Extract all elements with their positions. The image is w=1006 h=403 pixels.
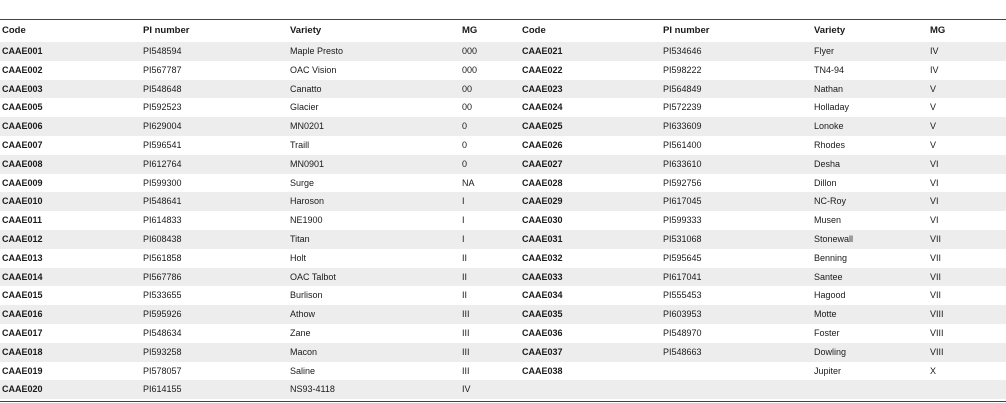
cell-mg-left: I <box>460 230 520 249</box>
cell-code-left: CAAE005 <box>2 102 43 113</box>
cell-mg-right: VIII <box>928 305 1006 324</box>
cell-variety-left: Saline <box>290 365 316 376</box>
cell-mg-right: IV <box>930 64 939 75</box>
cell-variety-right: Hagood <box>814 290 846 301</box>
cell-variety-left: MN0201 <box>288 117 460 136</box>
table-body <box>0 42 1006 399</box>
cell-variety-left: Holt <box>290 252 307 263</box>
cell-variety-left: Zane <box>290 327 311 338</box>
table-row <box>0 249 1006 268</box>
cell-variety-right: Motte <box>812 305 928 324</box>
cell-variety-left: Macon <box>288 343 460 362</box>
cell-code-right: CAAE037 <box>520 343 661 362</box>
cell-pi-number-right: PI534646 <box>661 42 812 61</box>
cell-mg-left: II <box>462 252 468 263</box>
table-row <box>0 343 1006 362</box>
table-row <box>0 230 1006 249</box>
cell-mg-left: 00 <box>462 102 473 113</box>
cell-mg-right: VIII <box>930 327 944 338</box>
cell-code-right: CAAE038 <box>522 365 563 376</box>
cell-pi-number-left: PI567787 <box>143 64 182 75</box>
cell-mg-left: II <box>462 290 468 301</box>
cell-mg-right: V <box>930 139 937 150</box>
cell-pi-number-left: PI612764 <box>141 155 288 174</box>
cell-pi-number-right: PI633610 <box>661 155 812 174</box>
cell-variety-right: Foster <box>814 327 840 338</box>
header-mg-left: MG <box>462 25 478 36</box>
cell-variety-left: Surge <box>290 177 315 188</box>
cell-pi-number-right: PI548663 <box>661 343 812 362</box>
cell-pi-number-left: PI533655 <box>143 290 182 301</box>
cell-code-right: CAAE029 <box>520 192 661 211</box>
cell-code-left: CAAE009 <box>2 177 43 188</box>
cell-variety-left: Athow <box>288 305 460 324</box>
cell-code-right: CAAE023 <box>520 80 661 99</box>
cell-mg-left: NA <box>462 177 475 188</box>
cell-variety-right: Lonoke <box>812 117 928 136</box>
header-variety-left: Variety <box>290 25 322 36</box>
cell-variety-right: Jupiter <box>814 365 842 376</box>
table-row <box>0 268 1006 287</box>
cell-code-right: CAAE031 <box>520 230 661 249</box>
cell-mg-right: VII <box>928 268 1006 287</box>
cell-pi-number-right: PI599333 <box>663 215 702 226</box>
cell-variety-right: Holladay <box>814 102 850 113</box>
cell-variety-left: Burlison <box>290 290 323 301</box>
cell-pi-number-right: PI598222 <box>663 64 702 75</box>
table-row <box>0 117 1006 136</box>
cell-mg-right: VII <box>928 230 1006 249</box>
cell-mg-left: III <box>462 365 470 376</box>
cell-pi-number-left: PI548594 <box>141 42 288 61</box>
table-row <box>0 286 1006 305</box>
cell-variety-right: NC-Roy <box>812 192 928 211</box>
cell-pi-number-left: PI596541 <box>143 139 182 150</box>
cell-variety-right: Benning <box>814 252 848 263</box>
cell-code-right: CAAE033 <box>520 268 661 287</box>
cell-code-left: CAAE018 <box>0 343 141 362</box>
cell-code-left: CAAE016 <box>0 305 141 324</box>
cell-code-right: CAAE027 <box>520 155 661 174</box>
cell-pi-number-left: PI608438 <box>141 230 288 249</box>
cell-pi-number-left: PI614155 <box>141 380 288 399</box>
cell-mg-left: 0 <box>460 155 520 174</box>
header-code-left: Code <box>2 25 26 36</box>
table-row <box>0 305 1006 324</box>
header-pi-number-right: PI number <box>663 25 710 36</box>
cell-mg-right: VI <box>930 215 939 226</box>
cell-mg-left: IV <box>460 380 520 399</box>
cell-code-right: CAAE030 <box>522 215 563 226</box>
cell-code-left: CAAE002 <box>2 64 43 75</box>
cell-variety-left: NS93-4118 <box>288 380 460 399</box>
table-row <box>0 42 1006 61</box>
table-row <box>0 324 1006 343</box>
cell-variety-left: Canatto <box>288 80 460 99</box>
cell-code-left: CAAE015 <box>2 290 43 301</box>
cell-pi-number-right: PI592756 <box>663 177 702 188</box>
cell-mg-left: III <box>460 305 520 324</box>
cell-pi-number-right <box>661 380 812 399</box>
cell-variety-left: Traill <box>290 139 310 150</box>
cell-code-left: CAAE012 <box>0 230 141 249</box>
cell-code-left: CAAE010 <box>0 192 141 211</box>
table-row <box>0 80 1006 99</box>
table-row <box>0 174 1006 193</box>
cell-pi-number-left: PI548641 <box>141 192 288 211</box>
cell-pi-number-right: PI531068 <box>661 230 812 249</box>
cell-pi-number-left: PI561858 <box>143 252 182 263</box>
cell-mg-right: VI <box>928 192 1006 211</box>
cell-pi-number-right <box>661 362 812 381</box>
cell-code-left: CAAE006 <box>0 117 141 136</box>
cell-code-left: CAAE008 <box>0 155 141 174</box>
cell-code-right: CAAE025 <box>520 117 661 136</box>
cell-pi-number-left: PI578057 <box>143 365 182 376</box>
cell-pi-number-right: PI603953 <box>661 305 812 324</box>
cell-pi-number-left: PI595926 <box>141 305 288 324</box>
cell-mg-right: V <box>928 80 1006 99</box>
header-mg-right: MG <box>930 25 946 36</box>
cell-code-right: CAAE032 <box>522 252 563 263</box>
cell-pi-number-left: PI629004 <box>141 117 288 136</box>
cell-pi-number-right: PI617045 <box>661 192 812 211</box>
cell-pi-number-right: PI561400 <box>663 139 702 150</box>
table-row <box>0 61 1006 80</box>
cell-variety-right: Flyer <box>812 42 928 61</box>
cell-mg-right: VIII <box>928 343 1006 362</box>
cell-variety-right: Nathan <box>812 80 928 99</box>
cell-mg-right: VI <box>930 177 939 188</box>
cell-mg-right: IV <box>928 42 1006 61</box>
cell-code-left: CAAE011 <box>2 215 43 226</box>
cell-variety-right: Musen <box>814 215 842 226</box>
table-row <box>0 192 1006 211</box>
cell-variety-right: Dowling <box>812 343 928 362</box>
cell-mg-left: 000 <box>462 64 478 75</box>
cell-code-right: CAAE028 <box>522 177 563 188</box>
cell-mg-right: V <box>928 117 1006 136</box>
cell-pi-number-left: PI599300 <box>143 177 182 188</box>
cell-pi-number-left: PI567786 <box>141 268 288 287</box>
table-row <box>0 136 1006 155</box>
cell-code-left: CAAE017 <box>2 327 43 338</box>
table-row <box>0 380 1006 399</box>
cell-pi-number-right: PI548970 <box>663 327 702 338</box>
header-code-right: Code <box>522 25 546 36</box>
cell-variety-left: OAC Talbot <box>288 268 460 287</box>
cell-pi-number-right: PI633609 <box>661 117 812 136</box>
cell-mg-right: V <box>930 102 937 113</box>
table-row <box>0 155 1006 174</box>
cell-code-left: CAAE007 <box>2 139 43 150</box>
cell-variety-left: Maple Presto <box>288 42 460 61</box>
cell-pi-number-right: PI617041 <box>661 268 812 287</box>
table-header-row <box>0 20 1006 42</box>
table-row <box>0 362 1006 381</box>
cell-variety-right: Santee <box>812 268 928 287</box>
cell-code-right: CAAE026 <box>522 139 563 150</box>
cell-code-right: CAAE036 <box>522 327 563 338</box>
cell-code-left: CAAE003 <box>0 80 141 99</box>
cell-pi-number-right: PI555453 <box>663 290 702 301</box>
cell-code-left: CAAE014 <box>0 268 141 287</box>
cell-variety-right: TN4-94 <box>814 64 845 75</box>
cell-mg-left: 0 <box>460 117 520 136</box>
header-pi-number-left: PI number <box>143 25 190 36</box>
cell-variety-left: MN0901 <box>288 155 460 174</box>
cell-code-left: CAAE019 <box>2 365 43 376</box>
cell-pi-number-right: PI564849 <box>661 80 812 99</box>
cell-variety-left: Haroson <box>288 192 460 211</box>
table-bottom-rule <box>0 401 1006 402</box>
cell-code-right: CAAE022 <box>522 64 563 75</box>
cell-mg-right: X <box>930 365 937 376</box>
cell-variety-left: NE1900 <box>290 215 323 226</box>
cell-pi-number-left: PI614833 <box>143 215 182 226</box>
cell-pi-number-right: PI572239 <box>663 102 702 113</box>
cell-code-right <box>520 380 661 399</box>
cell-mg-left: II <box>460 268 520 287</box>
cell-mg-right <box>928 380 1006 399</box>
cell-mg-left: I <box>460 192 520 211</box>
cell-mg-right: VI <box>928 155 1006 174</box>
table-row <box>0 211 1006 230</box>
cell-pi-number-left: PI592523 <box>143 102 182 113</box>
cell-variety-right: Desha <box>812 155 928 174</box>
cell-mg-left: III <box>460 343 520 362</box>
cell-pi-number-left: PI593258 <box>141 343 288 362</box>
cell-variety-left: OAC Vision <box>290 64 337 75</box>
cell-mg-left: 000 <box>460 42 520 61</box>
cell-code-right: CAAE035 <box>520 305 661 324</box>
cell-variety-left: Glacier <box>290 102 319 113</box>
cell-variety-right: Rhodes <box>814 139 846 150</box>
cell-code-right: CAAE024 <box>522 102 563 113</box>
cell-mg-right: VII <box>930 290 942 301</box>
cell-variety-right <box>812 380 928 399</box>
cell-code-right: CAAE021 <box>520 42 661 61</box>
cell-mg-left: I <box>462 215 465 226</box>
cell-mg-left: 00 <box>460 80 520 99</box>
variety-table <box>0 20 1006 399</box>
cell-code-left: CAAE013 <box>2 252 43 263</box>
cell-code-right: CAAE034 <box>522 290 563 301</box>
table-row <box>0 98 1006 117</box>
header-variety-right: Variety <box>814 25 846 36</box>
cell-mg-left: 0 <box>462 139 468 150</box>
cell-pi-number-right: PI595645 <box>663 252 702 263</box>
cell-variety-right: Stonewall <box>812 230 928 249</box>
cell-code-left: CAAE020 <box>0 380 141 399</box>
cell-code-left: CAAE001 <box>0 42 141 61</box>
cell-mg-left: III <box>462 327 470 338</box>
cell-pi-number-left: PI548634 <box>143 327 182 338</box>
cell-mg-right: VII <box>930 252 942 263</box>
cell-pi-number-left: PI548648 <box>141 80 288 99</box>
cell-variety-left: Titan <box>288 230 460 249</box>
cell-variety-right: Dillon <box>814 177 837 188</box>
